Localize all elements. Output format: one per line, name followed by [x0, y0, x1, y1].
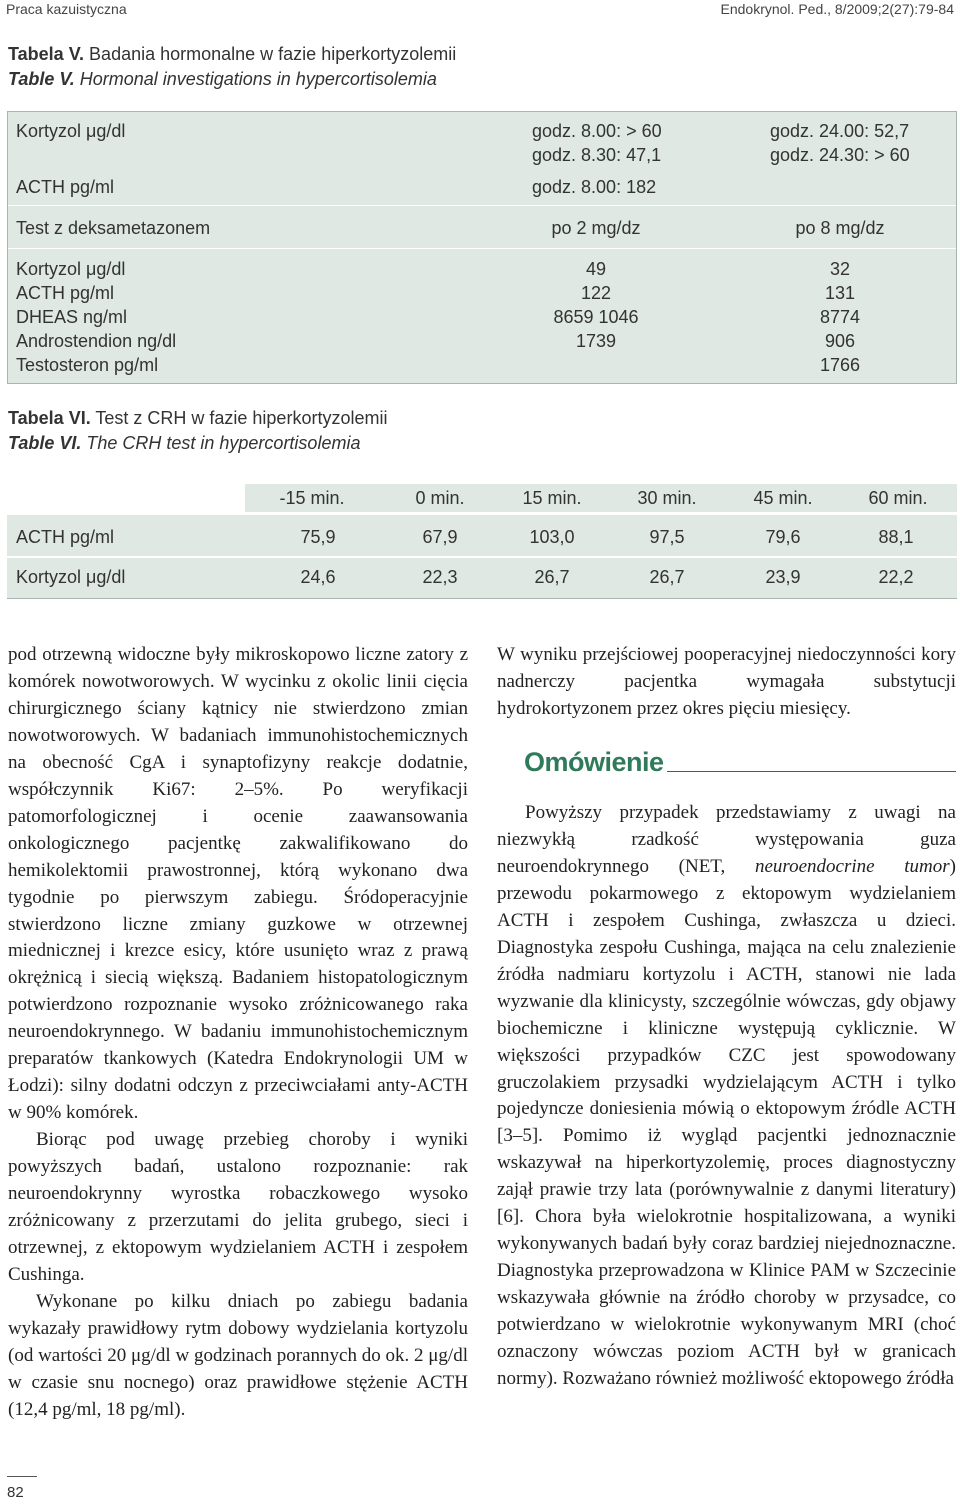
section-rule [667, 771, 956, 772]
cell: 97,5 [649, 527, 685, 547]
table6-label-en: Table VI. [8, 433, 82, 453]
cell: 88,1 [878, 527, 914, 547]
table5-title-en: Hormonal investigations in hypercortisolemia [74, 69, 437, 89]
table6-label-pl: Tabela VI. [8, 408, 91, 428]
page-number: 82 [7, 1484, 24, 1501]
column-header: 30 min. [637, 488, 697, 508]
cell: 22,2 [878, 567, 914, 587]
table5-title-pl: Badania hormonalne w fazie hiperkortyzolemii [84, 44, 457, 64]
cell: 906 [824, 331, 856, 351]
table5-label-pl: Tabela V. [8, 44, 85, 64]
right-column-body [497, 800, 956, 1393]
text-run: ) przewodu pokarmowego z ektopowym wydzielaniem ACTH i zespołem Cushinga, zwłaszcza u dzieci. Diagnostyka zespołu Cushinga, mająca na celu znalezienie źródła nadmiaru kortyzolu i ACTH, stanowi nie lada wyzwanie dla klinicysty, szczególnie wówczas, gdy objawy biochemiczne i kliniczne występują cyklicznie. W większości przypadków CZC jest spowodowany gruczolakiem przysadki wydzielającym ACTH i tylko pojedyncze doniesienia mówią o ektopowym źródle ACTH [3–5]. Pomimo iż wygląd pacjentki jednoznacznie wskazywał na hiperkortyzolemię, proces diagnostyczny zajął prawie trzy lata (porównywalnie z danymi literatury) [6]. Chora była wielokrotnie hospitalizowana, a wyniki wykonywanych badań były coraz bardziej niejednoznaczne. Diagnostyka przeprowadzona w Klinice PAM w Szczecinie wskazywała głównie na źródło choroby w przysadce, co potwierdzano w wielokrotnie wykonywanym MRI (choć oznaczony wówczas poziom ACTH był w granicach normy). Rozważano również możliwość ektopowego źródła [497, 855, 956, 1390]
right-column-intro [497, 642, 956, 723]
cell: 32 [829, 259, 851, 279]
paragraph: W wyniku przejściowej pooperacyjnej niedoczynności kory nadnerczy pacjentka wymagała substytucji hydrokortyzonem przez okres pięciu miesięcy. [497, 644, 956, 719]
paragraph: Biorąc pod uwagę przebieg choroby i wyniki powyższych badań, ustalono rozpoznanie: rak neuroendokrynny wyrostka robaczkowego wysoko zróżnicowany z przerzutami do jelita grubego, sieci i otrzewnej, z ektopowym wydzielaniem ACTH i zespołem Cushinga. [8, 1129, 468, 1285]
table5-caption-pl [8, 42, 456, 66]
cell: 8774 [819, 307, 861, 327]
table6-caption-en [8, 431, 360, 455]
row-label: Test z deksametazonem [16, 218, 211, 238]
section-title: Omówienie [524, 747, 664, 777]
cell: godz. 8.00: 182 [532, 177, 657, 197]
row-divider [8, 248, 956, 249]
cell: 1766 [819, 355, 861, 375]
paragraph: pod otrzewną widoczne były mikroskopowo liczne zatory z komórek nowotworowych. W wycinku z okolic linii cięcia chirurgicznego ściany kątnicy nie stwierdzono zmian nowotworowych. W badaniach immunohistochemicznych na obecność CgA i synaptofizyny reakcje dodatnie, współczynnik Ki67: 2–5%. Po weryfikacji patomorfologicznej i ocenie zaawansowania onkologicznego pacjentkę zakwalifikowano do hemikolektomii prawostronnej, którą wykonano dwa tygodnie po pierwszym zabiegu. Śródoperacyjnie stwierdzono liczne zmiany guzkowe w otrzewnej miednicznej i krezce esicy, które usunięto wraz z prawą okrężnicą i siecią większą. Badaniem histopatologicznym potwierdzono rozpoznanie wysoko zróżnicowanego raka neuroendokrynnego. W badaniu immunohistochemicznym preparatów tkankowych (Katedra Endokrynologii UM w Łodzi): silny dodatni odczyn z przeciwciałami anty-ACTH w 90% komórek. [8, 644, 468, 1124]
row-label: DHEAS ng/ml [16, 307, 128, 327]
row-label: ACTH pg/ml [16, 527, 115, 547]
cell: 79,6 [765, 527, 801, 547]
cell: 23,9 [765, 567, 801, 587]
journal-citation: Endokrynol. Ped., 8/2009;2(27):79-84 [720, 1, 954, 17]
table5-label-en: Table V. [8, 69, 75, 89]
table6-title-en: The CRH test in hypercortisolemia [81, 433, 361, 453]
cell: 75,9 [300, 527, 336, 547]
column-header: -15 min. [279, 488, 345, 508]
footer-rule [7, 1476, 37, 1477]
row-divider [8, 205, 956, 206]
cell: 22,3 [422, 567, 458, 587]
table5 [7, 111, 957, 384]
table6-header-band [245, 484, 957, 512]
column-header: 45 min. [753, 488, 813, 508]
row-label: Kortyzol μg/dl [16, 121, 126, 141]
table6-caption-pl [8, 406, 387, 430]
cell: godz. 8.00: > 60 [532, 121, 662, 141]
left-column [8, 642, 468, 1424]
paragraph [497, 800, 956, 1393]
row-label: Testosteron pg/ml [16, 355, 159, 375]
article-type: Praca kazuistyczna [6, 1, 127, 17]
cell: godz. 8.30: 47,1 [532, 145, 662, 165]
cell: 26,7 [649, 567, 685, 587]
cell: 122 [580, 283, 612, 303]
cell: po 8 mg/dz [795, 218, 885, 238]
text-run: Powyższy przypadek przedstawiamy z uwagi na niezwykłą rzadkość występowania guza neuroendokrynnego (NET, [497, 802, 956, 877]
column-header: 0 min. [415, 488, 465, 508]
cell: 67,9 [422, 527, 458, 547]
cell: 8659 1046 [553, 307, 639, 327]
row-divider [7, 556, 957, 558]
cell: godz. 24.30: > 60 [770, 145, 910, 165]
row-label: ACTH pg/ml [16, 177, 115, 197]
row-label: Androstendion ng/dl [16, 331, 177, 351]
paragraph: Wykonane po kilku dniach po zabiegu badania wykazały prawidłowy rytm dobowy wydzielania kortyzolu (od wartości 20 μg/dl w godzinach porannych do ok. 2 μg/dl w czasie snu nocnego) oraz prawidłowe stężenie ACTH (12,4 pg/ml, 18 pg/ml). [8, 1290, 468, 1420]
cell: 1739 [575, 331, 617, 351]
column-header: 60 min. [868, 488, 928, 508]
row-label: Kortyzol μg/dl [16, 259, 126, 279]
italic-term: neuroendocrine tumor [754, 855, 950, 877]
cell: 24,6 [300, 567, 336, 587]
cell: 131 [824, 283, 856, 303]
cell: 103,0 [529, 527, 575, 547]
cell: po 2 mg/dz [551, 218, 641, 238]
table5-caption-en [8, 67, 437, 91]
column-header: 15 min. [522, 488, 582, 508]
row-label: Kortyzol μg/dl [16, 567, 126, 587]
running-header [0, 0, 960, 20]
cell: 26,7 [534, 567, 570, 587]
row-label: ACTH pg/ml [16, 283, 115, 303]
table6-title-pl: Test z CRH w fazie hiperkortyzolemii [90, 408, 388, 428]
cell: 49 [585, 259, 607, 279]
cell: godz. 24.00: 52,7 [770, 121, 910, 141]
